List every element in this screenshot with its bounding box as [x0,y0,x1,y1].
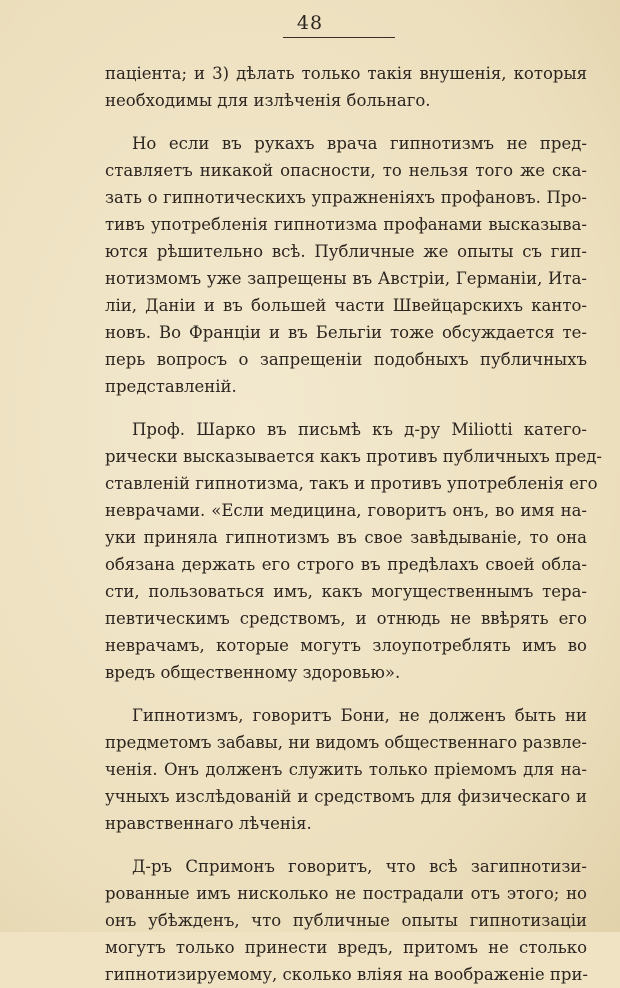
text-line: могутъ только принести вредъ, притомъ не столько [105,938,587,957]
paragraph-gap [105,837,587,853]
text-line: представленiй. [105,377,237,396]
paragraph-gap [105,114,587,130]
body-text [105,60,603,988]
text-line: рованные имъ нисколько не пострадали отъ этого; но [105,884,587,903]
text-line: зать о гипнотическихъ упражненiяхъ профановъ. Про- [105,188,587,207]
text-line: неврачамъ, которые могутъ злоупотреблять имъ во [105,636,587,655]
text-line: необходимы для излѣченiя больнаго. [105,91,431,110]
text-line: вредъ общественному здоровью». [105,663,401,682]
paragraph [105,416,603,686]
text-line: предметомъ забавы, ни видомъ общественнаго развле- [105,733,587,752]
paragraph [105,702,587,837]
text-line: певтическимъ средствомъ, и отнюдь не ввѣрять его [105,609,587,628]
text-line: Гипнотизмъ, говоритъ Бони, не долженъ быть ни [132,706,587,725]
paragraph [105,853,587,988]
text-line: лiи, Данiи и въ большей части Швейцарскихъ канто- [105,296,587,315]
text-line: сти, пользоваться имъ, какъ могущественнымъ тера- [105,582,587,601]
paragraph-gap [105,400,587,416]
text-line: ченiя. Онъ долженъ служить только прiемомъ для на- [105,760,587,779]
text-line: Но если въ рукахъ врача гипнотизмъ не пред- [132,134,587,153]
text-line: пацiента; и 3) дѣлать только такiя внушенiя, которыя [105,64,587,83]
text-line: гипнотизируемому, сколько влiяя на воображенiе при- [105,965,589,984]
text-line: нотизмомъ уже запрещены въ Австрiи, Германiи, Ита- [105,269,587,288]
text-line: тивъ употребленiя гипнотизма профанами высказыва- [105,215,587,234]
text-line: ставленiй гипнотизма, такъ и противъ употребленiя его [105,474,598,493]
page-number: 48 [296,12,324,34]
text-line: новъ. Во Францiи и въ Бельгiи тоже обсуждается те- [105,323,587,342]
text-line: онъ убѣжденъ, что публичные опыты гипнотизацiи [105,911,587,930]
paragraph [105,60,587,114]
text-line: Д-ръ Спримонъ говоритъ, что всѣ загипнотизи- [132,857,587,876]
text-line: уки приняла гипнотизмъ въ свое завѣдыванiе, то она [105,528,587,547]
text-line: нравственнаго лѣченiя. [105,814,312,833]
text-line: перь вопросъ о запрещенiи подобныхъ публичныхъ [105,350,587,369]
text-line: неврачами. «Если медицина, говоритъ онъ, во имя на- [105,501,587,520]
paragraph-gap [105,686,587,702]
text-line: ются рѣшительно всѣ. Публичные же опыты съ гип- [105,242,587,261]
text-line: обязана держать его строго въ предѣлахъ своей обла- [105,555,587,574]
text-line: учныхъ изслѣдованiй и средствомъ для физическаго и [105,787,587,806]
text-line: рически высказывается какъ противъ публичныхъ пред- [105,447,603,466]
paragraph [105,130,587,400]
text-line: Проф. Шарко въ письмѣ къ д-ру Miliotti катего- [132,420,587,439]
text-line: ставляетъ никакой опасности, то нельзя того же ска- [105,161,587,180]
page-number-rule [283,37,395,38]
